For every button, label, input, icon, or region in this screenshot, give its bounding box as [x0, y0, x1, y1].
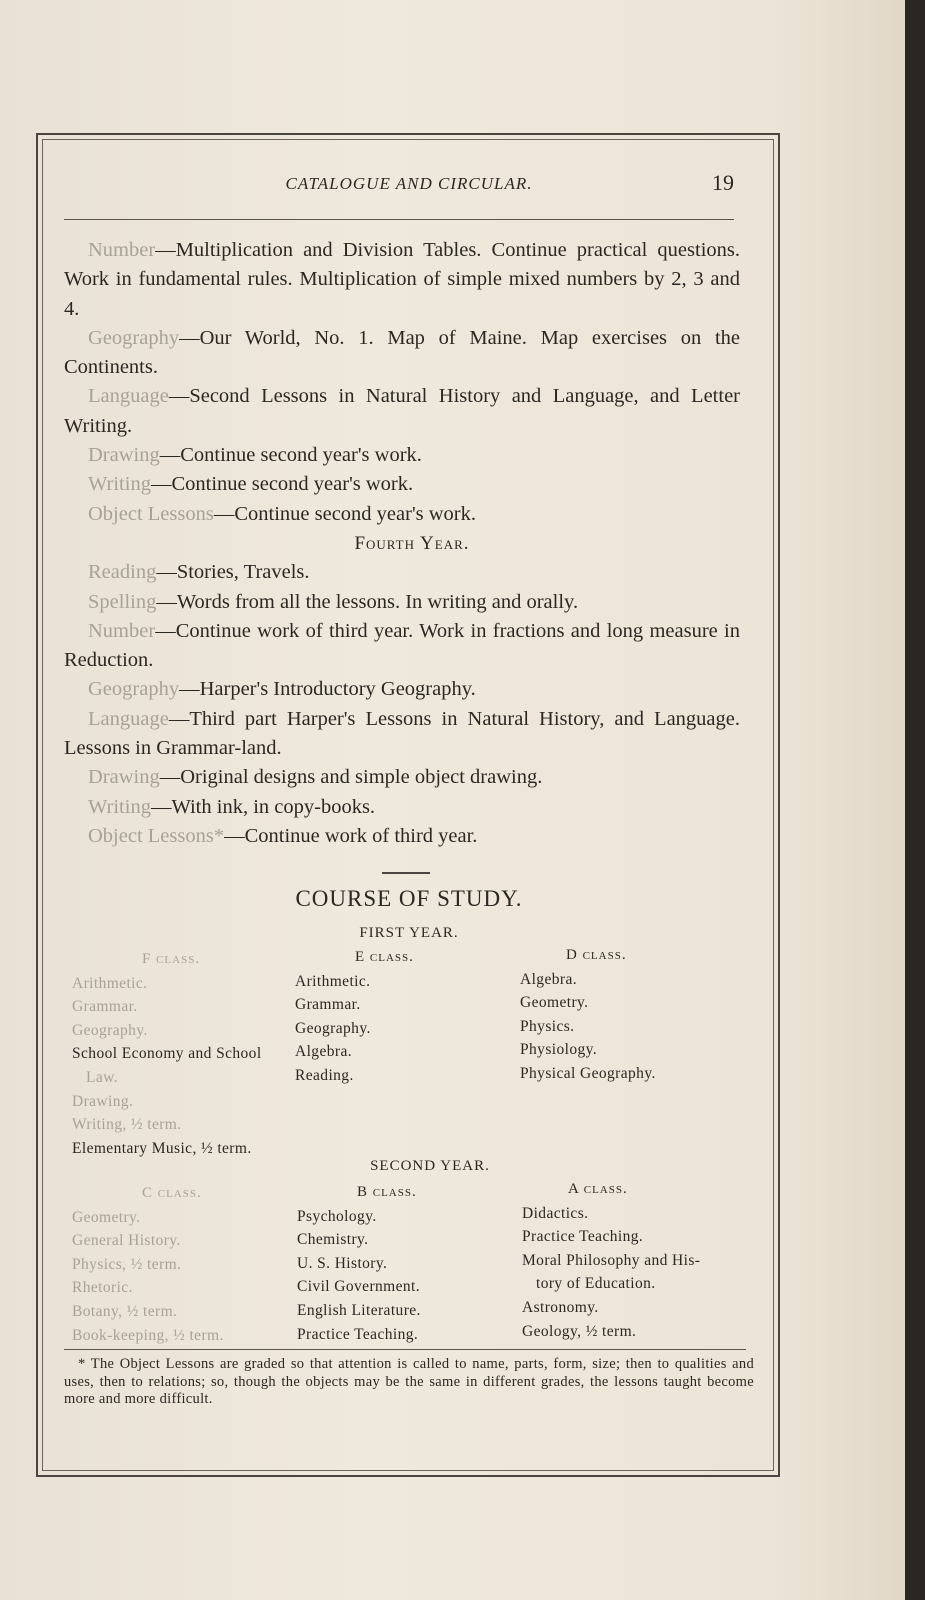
subject-item: Physical Geography.: [520, 1064, 656, 1082]
e-class-column: [295, 946, 505, 1088]
header-rule: [64, 219, 734, 220]
subject-item: Physics, ½ term.: [72, 1255, 182, 1273]
curriculum-item: Object Lessons—Continue second year's work.: [88, 502, 476, 525]
page-header: [64, 170, 754, 200]
curriculum-item: Spelling—Words from all the lessons. In writing and orally.: [88, 590, 579, 613]
subject-item: Moral Philosophy and His-: [522, 1251, 701, 1269]
class-heading: D class.: [566, 947, 627, 963]
subject-item: Rhetoric.: [72, 1279, 133, 1297]
curriculum-item: Language—Second Lessons in Natural History and Language, and Letter Writing.: [64, 385, 740, 437]
subject-item: Geology, ½ term.: [522, 1322, 637, 1340]
curriculum-item: Writing—With ink, in copy-books.: [88, 795, 376, 818]
b-class-column: [297, 1181, 507, 1346]
subject-item: Grammar.: [295, 996, 361, 1014]
subject-item: Didactics.: [522, 1204, 589, 1222]
running-head: CATALOGUE AND CIRCULAR.: [285, 174, 533, 193]
class-heading: C class.: [142, 1185, 202, 1201]
subject-item: Law.: [86, 1068, 119, 1086]
subject-item: Botany, ½ term.: [72, 1302, 178, 1320]
subject-item: Physics.: [520, 1017, 575, 1035]
subject-item: Drawing.: [72, 1092, 134, 1110]
curriculum-text: [64, 236, 740, 851]
subject-item: English Literature.: [297, 1301, 421, 1319]
subject-item: Physiology.: [520, 1041, 598, 1059]
first-year-heading: FIRST YEAR.: [359, 925, 459, 941]
curriculum-item: Object Lessons*—Continue work of third year.: [88, 824, 478, 847]
subject-item: Practice Teaching.: [297, 1325, 419, 1343]
subject-item: Algebra.: [295, 1043, 352, 1061]
curriculum-item: Drawing—Original designs and simple object drawing.: [88, 766, 543, 789]
d-class-column: [520, 944, 740, 1086]
second-year-heading: SECOND YEAR.: [370, 1158, 490, 1174]
curriculum-item: Reading—Stories, Travels.: [88, 561, 310, 584]
class-heading: B class.: [357, 1184, 417, 1200]
curriculum-item: Geography—Harper's Introductory Geography.: [88, 678, 476, 701]
subject-item: Book-keeping, ½ term.: [72, 1326, 224, 1344]
fourth-year-heading: Fourth Year.: [354, 532, 470, 554]
subject-item: Arithmetic.: [72, 974, 148, 992]
curriculum-item: Number—Continue work of third year. Work in fractions and long measure in Reduction.: [64, 619, 740, 672]
subject-item: Psychology.: [297, 1207, 377, 1225]
class-heading: F class.: [142, 951, 201, 967]
course-of-study-title: COURSE OF STUDY.: [295, 886, 523, 911]
subject-item: Practice Teaching.: [522, 1228, 644, 1246]
subject-item: Arithmetic.: [295, 972, 371, 990]
page-number: 19: [712, 170, 734, 195]
subject-item: Astronomy.: [522, 1298, 599, 1316]
curriculum-item: Writing—Continue second year's work.: [88, 473, 414, 496]
footnote-text: * The Object Lessons are graded so that attention is called to name, parts, form, size; then to qualities and uses, then to relations; so, though the objects may be the same in different grades, the lessons taught become more and more difficult.: [64, 1356, 754, 1407]
subject-item: Writing, ½ term.: [72, 1116, 182, 1134]
footnote: [64, 1356, 754, 1409]
subject-item: Grammar.: [72, 998, 138, 1016]
subject-item: Chemistry.: [297, 1231, 369, 1249]
curriculum-item: Number—Multiplication and Division Tables. Continue practical questions. Work in fundamental rules. Multiplication of simple mixed numbers by 2, 3 and 4.: [64, 239, 740, 320]
class-heading: E class.: [355, 949, 414, 965]
subject-item: tory of Education.: [536, 1275, 656, 1293]
section-divider: [382, 872, 430, 874]
f-class-column: [72, 948, 292, 1160]
subject-item: Geometry.: [72, 1208, 141, 1226]
subject-item: U. S. History.: [297, 1254, 388, 1272]
curriculum-item: Language—Third part Harper's Lessons in Natural History, and Language. Lessons in Grammar-land.: [64, 707, 740, 760]
subject-item: School Economy and School: [72, 1045, 262, 1063]
footnote-rule: [64, 1349, 746, 1350]
subject-item: Geography.: [295, 1019, 371, 1037]
subject-item: Civil Government.: [297, 1278, 421, 1296]
a-class-column: [522, 1178, 747, 1343]
class-heading: A class.: [568, 1181, 628, 1197]
subject-item: Algebra.: [520, 970, 577, 988]
subject-item: General History.: [72, 1232, 181, 1250]
subject-item: Reading.: [295, 1066, 354, 1084]
curriculum-item: Geography—Our World, No. 1. Map of Maine. Map exercises on the Continents.: [64, 326, 740, 379]
subject-item: Elementary Music, ½ term.: [72, 1139, 252, 1157]
curriculum-item: Drawing—Continue second year's work.: [88, 444, 422, 467]
subject-item: Geometry.: [520, 994, 589, 1012]
c-class-column: [72, 1182, 292, 1347]
subject-item: Geography.: [72, 1021, 148, 1039]
